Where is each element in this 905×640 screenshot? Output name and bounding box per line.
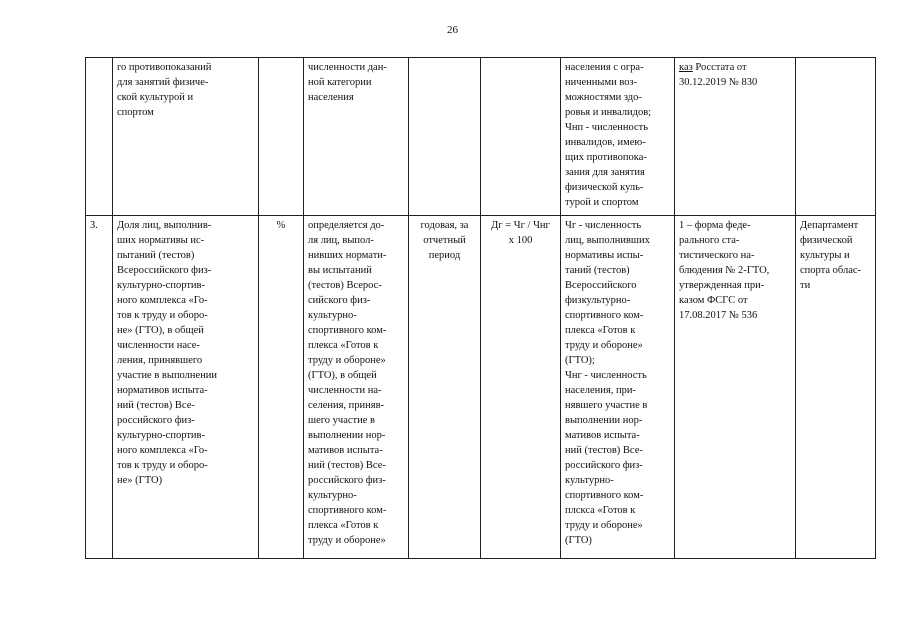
cell-text-line: ской культурой и [117,92,194,103]
cell-text-line: нормативы испы- [565,250,644,261]
cell-text-line: физкультурно- [565,295,631,306]
cell-text-line: тов к труду и оборо- [117,310,208,321]
cell-text-line: 1 – форма феде- [679,220,751,231]
unit-cell: % [259,216,304,559]
cell-text-line: ний (тестов) Все- [308,460,386,471]
cell-text-line: (ГТО), в общей [308,370,377,381]
cell-text-line: труду и обороне» [308,535,386,546]
indicators-table [85,57,876,559]
cell-text-line: нявшего участие в [565,400,648,411]
cell-text-line: ля лиц, выпол- [308,235,374,246]
cell-text-line: численности дан- [308,62,387,73]
cell-text-line: выполнении нор- [308,430,386,441]
cell-text-line: ного комплекса «Го- [117,445,208,456]
periodicity-cell [409,216,481,559]
cell-text-line: нормативов испыта- [117,385,208,396]
cell-text-line: труду и обороне» [565,520,643,531]
cell-text-line: спортивного ком- [308,505,387,516]
cell-text-line: плекса «Готов к [565,325,636,336]
cell-text-line: плекса «Готов к [308,340,379,351]
cell-text-line: культурно-спортив- [117,280,205,291]
cell-text-line: физической [800,235,853,246]
cell-text-line: культурно- [565,475,614,486]
cell-text-line: Доля лиц, выполнив- [117,220,212,231]
cell-text-line: х 100 [508,235,533,246]
cell-text-line: выполнении нор- [565,415,643,426]
cell-text-line: Чнг - численность [565,370,647,381]
cell-text-line: 30.12.2019 № 830 [679,77,758,88]
cell-text-line: спорта облас- [800,265,862,276]
indicator-name-cell [113,216,259,559]
cell-text-line: турой и спортом [565,197,639,208]
cell-text-line: тов к труду и оборо- [117,460,208,471]
row-number-cell: 3. [86,216,113,559]
source-link[interactable]: каз [679,62,693,73]
cell-text-line: годовая, за [420,220,469,231]
cell-text-line: физической куль- [565,182,644,193]
cell-text-line: (тестов) Всерос- [308,280,382,291]
cell-text-line: труду и обороне» [308,355,386,366]
formula-cell [481,216,561,559]
table-row [86,216,876,559]
cell-text-line: российского физ- [565,460,643,471]
cell-text-line: (ГТО); [565,355,595,366]
data-source-cell [675,216,796,559]
cell-text-line: зания для занятия [565,167,645,178]
cell-text-line: численности на- [308,385,382,396]
cell-text-line: населения, при- [565,385,636,396]
cell-text-line: лиц, выполнивших [565,235,650,246]
cell-text-line: сийского физ- [308,295,371,306]
cell-text-line: населения [308,92,354,103]
cell-text-line: ровья и инвалидов; [565,107,652,118]
page-number: 26 [447,24,458,36]
data-source-cell [675,58,796,216]
cell-text-line: спортивного ком- [565,490,644,501]
cell-text-line: ного комплекса «Го- [117,295,208,306]
cell-text-line: рального ста- [679,235,740,246]
cell-text-line: Росстата от [695,62,747,73]
cell-text-line: ний (тестов) Все- [117,400,195,411]
cell-text-line: для занятий физиче- [117,77,209,88]
formula-cell [481,58,561,216]
cell-text-line: Департамент [800,220,859,231]
cell-text-line: плекса «Готов к [308,520,379,531]
cell-text-line: нивших нормати- [308,250,387,261]
cell-text-line: культурно- [308,310,357,321]
indicator-name-cell [113,58,259,216]
cell-text-line: вы испытаний [308,265,372,276]
cell-text-line: населения с огра- [565,62,644,73]
cell-text-line: ной категории [308,77,372,88]
cell-text-line: ти [800,280,811,291]
cell-text-line: ления, принявшего [117,355,203,366]
cell-text-line: тистического на- [679,250,755,261]
cell-text-line: Всероссийского [565,280,637,291]
cell-text-line: ний (тестов) Все- [565,445,643,456]
cell-text-line: спортивного ком- [565,310,644,321]
calculation-method-cell [304,58,409,216]
cell-text-line: Всероссийского физ- [117,265,212,276]
cell-text-line: мативов испыта- [308,445,383,456]
cell-text-line: селения, приняв- [308,400,385,411]
cell-text-line: блюдения № 2-ГТО, [679,265,770,276]
cell-text-line: можностями здо- [565,92,642,103]
cell-text-line: Дг = Чг / Чнг [491,220,550,231]
unit-cell [259,58,304,216]
table-row [86,58,876,216]
cell-text-line: го противопоказаний [117,62,212,73]
cell-text-line: определяется до- [308,220,385,231]
cell-text-line: российского физ- [117,415,195,426]
periodicity-cell [409,58,481,216]
cell-text-line: плскса «Готов к [565,505,636,516]
cell-text-line: Чнп - численность [565,122,649,133]
responsible-cell [796,58,876,216]
cell-text-line: 17.08.2017 № 536 [679,310,758,321]
cell-text-line: инвалидов, имею- [565,137,646,148]
cell-text-line: утвержденная при- [679,280,765,291]
notation-cell [561,216,675,559]
cell-text-line: российского физ- [308,475,386,486]
calculation-method-cell [304,216,409,559]
cell-text-line: ших нормативы ис- [117,235,205,246]
cell-text-line: пытаний (тестов) [117,250,195,261]
row-number-cell [86,58,113,216]
cell-text-line: труду и обороне» [565,340,643,351]
cell-text-line: культуры и [800,250,850,261]
cell-text-line: шего участие в [308,415,375,426]
cell-text-line: спортом [117,107,154,118]
notation-cell [561,58,675,216]
cell-text-line: период [428,250,461,261]
cell-text-line: численности насе- [117,340,200,351]
cell-text-line: спортивного ком- [308,325,387,336]
cell-text-line: казом ФСГС от [679,295,748,306]
cell-text-line: щих противопока- [565,152,647,163]
cell-text-line: культурно- [308,490,357,501]
responsible-cell [796,216,876,559]
cell-text-line: (ГТО) [565,535,592,546]
cell-text-line: отчетный [423,235,466,246]
cell-text-line: таний (тестов) [565,265,630,276]
cell-text-line: не» (ГТО), в общей [117,325,204,336]
cell-text-line: участие в выполнении [117,370,218,381]
cell-text-line: ниченными воз- [565,77,638,88]
cell-text-line: культурно-спортив- [117,430,205,441]
cell-text-line: не» (ГТО) [117,475,163,486]
cell-text-line: Чг - численность [565,220,642,231]
cell-text-line: мативов испыта- [565,430,640,441]
